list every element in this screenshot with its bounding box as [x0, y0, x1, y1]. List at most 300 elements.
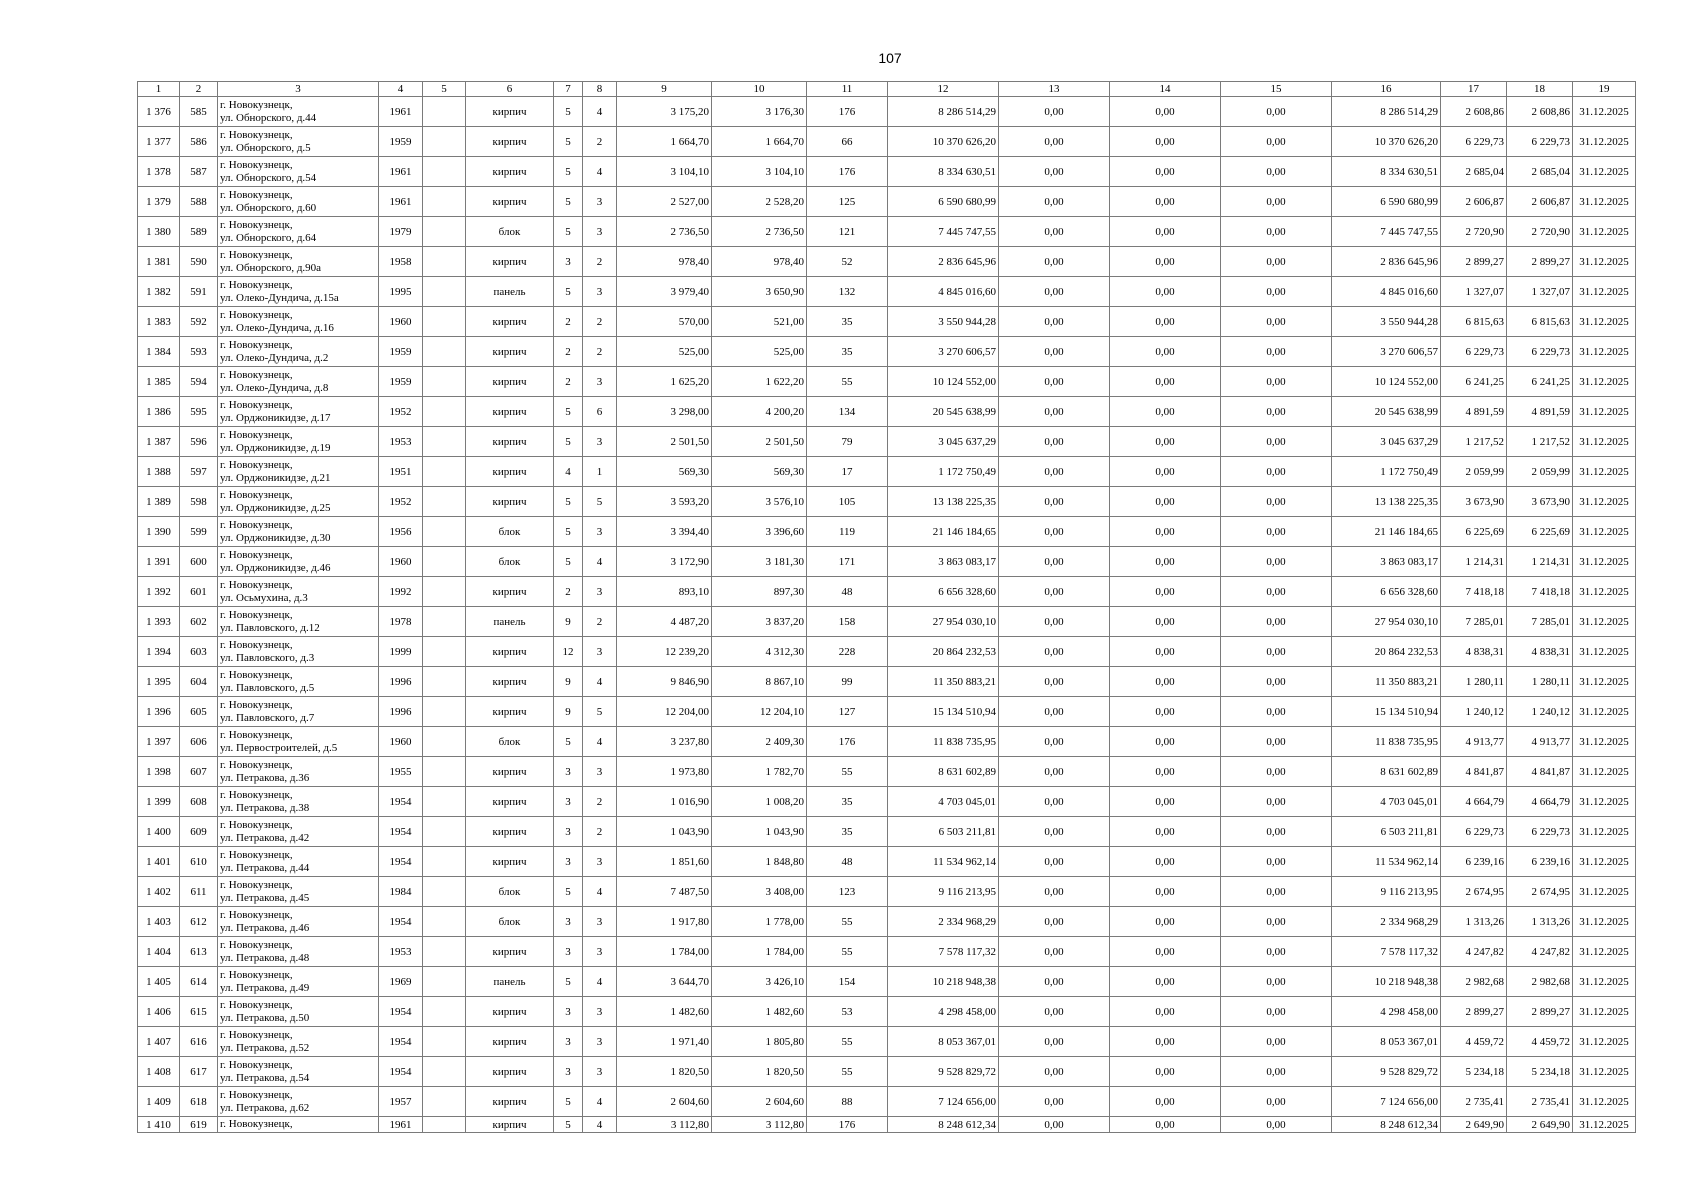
address-cell [218, 97, 379, 127]
cell: кирпич [466, 667, 554, 697]
cell: 0,00 [1110, 997, 1221, 1027]
cell: 0,00 [1110, 547, 1221, 577]
cell: 1954 [379, 1027, 423, 1057]
cell: 8 631 602,89 [1332, 757, 1441, 787]
cell: кирпич [466, 487, 554, 517]
table-body [138, 97, 1636, 1133]
address-street: ул. Осьмухина, д.3 [220, 591, 308, 604]
cell: 2 059,99 [1441, 457, 1507, 487]
cell: 1 399 [138, 787, 180, 817]
cell: 1 214,31 [1441, 547, 1507, 577]
cell: 3 [583, 217, 617, 247]
cell: 0,00 [999, 217, 1110, 247]
cell: 2 604,60 [617, 1087, 712, 1117]
cell: 31.12.2025 [1573, 1087, 1636, 1117]
cell: 1 410 [138, 1117, 180, 1133]
cell: 35 [807, 787, 888, 817]
cell: 1 280,11 [1507, 667, 1573, 697]
cell [423, 937, 466, 967]
cell: 0,00 [999, 247, 1110, 277]
cell: кирпич [466, 397, 554, 427]
cell: 3 270 606,57 [888, 337, 999, 367]
cell: 12 204,00 [617, 697, 712, 727]
table-row [138, 277, 1636, 307]
cell: 588 [180, 187, 218, 217]
address-city: г. Новокузнецк, [220, 878, 293, 891]
cell: 2 606,87 [1507, 187, 1573, 217]
cell: 617 [180, 1057, 218, 1087]
cell: 31.12.2025 [1573, 187, 1636, 217]
cell: 1 784,00 [617, 937, 712, 967]
cell: 5 [554, 427, 583, 457]
table-row [138, 487, 1636, 517]
cell: 55 [807, 1027, 888, 1057]
cell: 0,00 [1221, 427, 1332, 457]
cell: 31.12.2025 [1573, 307, 1636, 337]
cell: 31.12.2025 [1573, 847, 1636, 877]
cell: 1 622,20 [712, 367, 807, 397]
cell: 1 214,31 [1507, 547, 1573, 577]
cell: 88 [807, 1087, 888, 1117]
cell: 31.12.2025 [1573, 817, 1636, 847]
cell: 3 593,20 [617, 487, 712, 517]
cell: 4 913,77 [1507, 727, 1573, 757]
cell: 3 396,60 [712, 517, 807, 547]
cell: 1 043,90 [617, 817, 712, 847]
cell [423, 1117, 466, 1133]
cell: 0,00 [1110, 127, 1221, 157]
cell: 897,30 [712, 577, 807, 607]
cell: 2 [554, 577, 583, 607]
cell: 0,00 [1110, 637, 1221, 667]
cell: 9 116 213,95 [1332, 877, 1441, 907]
cell: 1 408 [138, 1057, 180, 1087]
cell: 2 608,86 [1441, 97, 1507, 127]
cell: 3 176,30 [712, 97, 807, 127]
cell: 616 [180, 1027, 218, 1057]
address-street: ул. Петракова, д.46 [220, 921, 310, 934]
address-city: г. Новокузнецк, [220, 728, 293, 741]
cell: 5 [583, 487, 617, 517]
cell: 0,00 [999, 937, 1110, 967]
address-city: г. Новокузнецк, [220, 1118, 293, 1130]
address-city: г. Новокузнецк, [220, 848, 293, 861]
table-row [138, 1117, 1636, 1133]
cell: 2 685,04 [1507, 157, 1573, 187]
cell: 3 [583, 907, 617, 937]
address-cell [218, 607, 379, 637]
address-street: ул. Петракова, д.38 [220, 801, 310, 814]
cell: 1 848,80 [712, 847, 807, 877]
address-city: г. Новокузнецк, [220, 698, 293, 711]
cell: 2 649,90 [1507, 1117, 1573, 1133]
cell: 1 377 [138, 127, 180, 157]
cell: 0,00 [1110, 577, 1221, 607]
column-header: 5 [423, 82, 466, 97]
address-city: г. Новокузнецк, [220, 638, 293, 651]
cell: 602 [180, 607, 218, 637]
cell: 8 286 514,29 [888, 97, 999, 127]
cell: 6 239,16 [1441, 847, 1507, 877]
cell: 6 239,16 [1507, 847, 1573, 877]
cell: 5 [554, 277, 583, 307]
address-city: г. Новокузнецк, [220, 368, 293, 381]
address-cell [218, 667, 379, 697]
address-cell [218, 1087, 379, 1117]
cell: 0,00 [1110, 607, 1221, 637]
cell: 612 [180, 907, 218, 937]
cell: 0,00 [999, 817, 1110, 847]
cell: 31.12.2025 [1573, 907, 1636, 937]
cell: 3 [554, 937, 583, 967]
cell: 7 445 747,55 [888, 217, 999, 247]
cell: 2 [554, 307, 583, 337]
cell: 6 229,73 [1441, 817, 1507, 847]
cell: кирпич [466, 307, 554, 337]
cell: 2 [554, 367, 583, 397]
cell: 125 [807, 187, 888, 217]
cell: 8 248 612,34 [888, 1117, 999, 1133]
address-cell [218, 217, 379, 247]
address-cell [218, 937, 379, 967]
cell: 1 973,80 [617, 757, 712, 787]
cell: 1 406 [138, 997, 180, 1027]
cell: 0,00 [999, 967, 1110, 997]
cell: 7 418,18 [1441, 577, 1507, 607]
cell: 1 820,50 [712, 1057, 807, 1087]
cell: 1 396 [138, 697, 180, 727]
cell: 1 400 [138, 817, 180, 847]
cell: 5 [554, 1117, 583, 1133]
address-street: ул. Петракова, д.49 [220, 981, 310, 994]
cell: 0,00 [1221, 457, 1332, 487]
cell: 619 [180, 1117, 218, 1133]
cell: 1 043,90 [712, 817, 807, 847]
table-row [138, 97, 1636, 127]
address-street: ул. Обнорского, д.90а [220, 261, 322, 274]
cell: 20 545 638,99 [888, 397, 999, 427]
address-city: г. Новокузнецк, [220, 188, 293, 201]
cell: 6 656 328,60 [1332, 577, 1441, 607]
cell: 0,00 [1221, 787, 1332, 817]
cell [423, 547, 466, 577]
cell: 7 418,18 [1507, 577, 1573, 607]
cell: 0,00 [999, 517, 1110, 547]
cell: 3 [583, 847, 617, 877]
cell: кирпич [466, 97, 554, 127]
cell: 2 685,04 [1441, 157, 1507, 187]
cell: 6 229,73 [1441, 127, 1507, 157]
table-row [138, 907, 1636, 937]
cell [423, 637, 466, 667]
cell: 31.12.2025 [1573, 1117, 1636, 1133]
cell: 0,00 [1110, 337, 1221, 367]
cell: 0,00 [1110, 97, 1221, 127]
cell: 5 [583, 697, 617, 727]
cell: 1 172 750,49 [1332, 457, 1441, 487]
cell: 0,00 [1110, 397, 1221, 427]
cell: 0,00 [1110, 157, 1221, 187]
cell: 3 [554, 1057, 583, 1087]
cell: 1 407 [138, 1027, 180, 1057]
address-city: г. Новокузнецк, [220, 1028, 293, 1041]
cell: 0,00 [1110, 757, 1221, 787]
cell: 4 247,82 [1441, 937, 1507, 967]
cell: 0,00 [999, 997, 1110, 1027]
cell: 3 [554, 817, 583, 847]
address-street: ул. Павловского, д.5 [220, 681, 315, 694]
cell: 3 837,20 [712, 607, 807, 637]
cell: 31.12.2025 [1573, 787, 1636, 817]
cell: 7 285,01 [1441, 607, 1507, 637]
cell: 0,00 [1110, 817, 1221, 847]
cell: 3 673,90 [1441, 487, 1507, 517]
cell [423, 337, 466, 367]
address-street: ул. Орджоникидзе, д.46 [220, 561, 331, 574]
cell: 1 403 [138, 907, 180, 937]
address-street: ул. Орджоникидзе, д.30 [220, 531, 331, 544]
cell: 1 405 [138, 967, 180, 997]
cell: 3 673,90 [1507, 487, 1573, 517]
cell: 607 [180, 757, 218, 787]
cell: 5 [554, 727, 583, 757]
cell: 4 891,59 [1507, 397, 1573, 427]
cell: 31.12.2025 [1573, 517, 1636, 547]
table-row [138, 517, 1636, 547]
cell: 11 350 883,21 [1332, 667, 1441, 697]
cell: 99 [807, 667, 888, 697]
cell: 1995 [379, 277, 423, 307]
cell: 4 [583, 157, 617, 187]
cell: 3 650,90 [712, 277, 807, 307]
cell: 8 053 367,01 [1332, 1027, 1441, 1057]
cell: кирпич [466, 1057, 554, 1087]
cell [423, 1027, 466, 1057]
cell: 1 784,00 [712, 937, 807, 967]
address-city: г. Новокузнецк, [220, 158, 293, 171]
cell: 9 846,90 [617, 667, 712, 697]
cell: 2 606,87 [1441, 187, 1507, 217]
cell: кирпич [466, 427, 554, 457]
address-street: ул. Павловского, д.3 [220, 651, 315, 664]
cell: 0,00 [1110, 847, 1221, 877]
cell: 31.12.2025 [1573, 877, 1636, 907]
cell: 1 382 [138, 277, 180, 307]
cell: 1 280,11 [1441, 667, 1507, 697]
cell: 10 124 552,00 [888, 367, 999, 397]
cell: 11 534 962,14 [1332, 847, 1441, 877]
cell: 2 334 968,29 [888, 907, 999, 937]
cell: 4 841,87 [1441, 757, 1507, 787]
table-row [138, 427, 1636, 457]
cell: 599 [180, 517, 218, 547]
cell: 55 [807, 367, 888, 397]
cell: 6 815,63 [1441, 307, 1507, 337]
cell: 1996 [379, 697, 423, 727]
cell: 4 [583, 1087, 617, 1117]
cell: 5 234,18 [1441, 1057, 1507, 1087]
cell: 3 [583, 517, 617, 547]
cell [423, 307, 466, 337]
cell: 4 459,72 [1507, 1027, 1573, 1057]
column-header: 3 [218, 82, 379, 97]
cell: кирпич [466, 637, 554, 667]
cell: 4 [583, 967, 617, 997]
cell: 6 229,73 [1507, 127, 1573, 157]
column-number-row [138, 82, 1636, 97]
cell: 31.12.2025 [1573, 697, 1636, 727]
cell: 0,00 [1221, 277, 1332, 307]
cell: 1952 [379, 397, 423, 427]
cell: 55 [807, 757, 888, 787]
cell: 31.12.2025 [1573, 1057, 1636, 1087]
cell: 3 [554, 847, 583, 877]
cell: 7 487,50 [617, 877, 712, 907]
address-city: г. Новокузнецк, [220, 518, 293, 531]
cell: 1959 [379, 337, 423, 367]
table-row [138, 307, 1636, 337]
cell: 3 [583, 937, 617, 967]
cell: кирпич [466, 157, 554, 187]
cell: 134 [807, 397, 888, 427]
address-street: ул. Павловского, д.12 [220, 621, 320, 634]
cell: 1954 [379, 787, 423, 817]
cell: 0,00 [999, 277, 1110, 307]
cell [423, 187, 466, 217]
cell: 4 200,20 [712, 397, 807, 427]
cell: 0,00 [999, 457, 1110, 487]
cell: 0,00 [1221, 1057, 1332, 1087]
cell: 2 501,50 [617, 427, 712, 457]
cell [423, 397, 466, 427]
cell: 603 [180, 637, 218, 667]
address-street: ул. Петракова, д.54 [220, 1071, 310, 1084]
cell: 4 459,72 [1441, 1027, 1507, 1057]
table-row [138, 967, 1636, 997]
cell: 176 [807, 97, 888, 127]
cell: 1 664,70 [712, 127, 807, 157]
cell: 3 [554, 1027, 583, 1057]
cell: 600 [180, 547, 218, 577]
cell: 154 [807, 967, 888, 997]
address-city: г. Новокузнецк, [220, 938, 293, 951]
table-row [138, 1027, 1636, 1057]
cell: 5 [554, 517, 583, 547]
cell: 592 [180, 307, 218, 337]
cell: 3 172,90 [617, 547, 712, 577]
cell: 1 327,07 [1507, 277, 1573, 307]
cell: 2 [583, 607, 617, 637]
cell [423, 127, 466, 157]
cell: 611 [180, 877, 218, 907]
cell: 27 954 030,10 [888, 607, 999, 637]
cell: 4 [583, 1117, 617, 1133]
cell: 1954 [379, 817, 423, 847]
cell: 35 [807, 337, 888, 367]
cell: 8 053 367,01 [888, 1027, 999, 1057]
table-row [138, 1087, 1636, 1117]
cell: 1 402 [138, 877, 180, 907]
cell: 1 820,50 [617, 1057, 712, 1087]
address-cell [218, 307, 379, 337]
cell: 0,00 [999, 1057, 1110, 1087]
cell: 11 534 962,14 [888, 847, 999, 877]
cell: 1959 [379, 367, 423, 397]
cell: 0,00 [1221, 1117, 1332, 1133]
cell: 585 [180, 97, 218, 127]
cell: панель [466, 277, 554, 307]
cell: 31.12.2025 [1573, 967, 1636, 997]
cell: 3 [583, 637, 617, 667]
cell: 525,00 [617, 337, 712, 367]
cell: 0,00 [999, 787, 1110, 817]
column-header: 13 [999, 82, 1110, 97]
column-header: 16 [1332, 82, 1441, 97]
cell: 6 656 328,60 [888, 577, 999, 607]
cell: 0,00 [1221, 757, 1332, 787]
cell: 3 104,10 [617, 157, 712, 187]
cell: 608 [180, 787, 218, 817]
table-row [138, 367, 1636, 397]
cell: 0,00 [1221, 937, 1332, 967]
table-row [138, 997, 1636, 1027]
cell: 0,00 [1221, 1027, 1332, 1057]
cell [423, 157, 466, 187]
cell: 3 [583, 427, 617, 457]
table-row [138, 187, 1636, 217]
cell: 0,00 [1110, 697, 1221, 727]
cell: 0,00 [1221, 607, 1332, 637]
address-city: г. Новокузнецк, [220, 578, 293, 591]
address-street: ул. Орджоникидзе, д.25 [220, 501, 331, 514]
cell: 0,00 [1110, 427, 1221, 457]
column-header: 18 [1507, 82, 1573, 97]
table-row [138, 637, 1636, 667]
table-row [138, 607, 1636, 637]
cell: кирпич [466, 187, 554, 217]
cell: 1 393 [138, 607, 180, 637]
address-cell [218, 127, 379, 157]
table-row [138, 217, 1636, 247]
address-city: г. Новокузнецк, [220, 338, 293, 351]
cell: 0,00 [1110, 967, 1221, 997]
cell: 0,00 [999, 487, 1110, 517]
cell: 0,00 [999, 607, 1110, 637]
address-street: ул. Петракова, д.52 [220, 1041, 310, 1054]
column-header: 15 [1221, 82, 1332, 97]
cell [423, 487, 466, 517]
cell: 0,00 [1110, 1057, 1221, 1087]
cell: 0,00 [1110, 907, 1221, 937]
table-row [138, 877, 1636, 907]
cell [423, 697, 466, 727]
cell: 3 [583, 277, 617, 307]
address-cell [218, 247, 379, 277]
cell: 1 392 [138, 577, 180, 607]
cell: 0,00 [999, 697, 1110, 727]
address-cell [218, 847, 379, 877]
cell: 614 [180, 967, 218, 997]
cell: 1956 [379, 517, 423, 547]
address-street: ул. Петракова, д.42 [220, 831, 310, 844]
cell: 586 [180, 127, 218, 157]
cell: 3 [583, 997, 617, 1027]
cell: кирпич [466, 937, 554, 967]
cell: кирпич [466, 1087, 554, 1117]
cell: 1 380 [138, 217, 180, 247]
cell: 615 [180, 997, 218, 1027]
cell: 1961 [379, 1117, 423, 1133]
